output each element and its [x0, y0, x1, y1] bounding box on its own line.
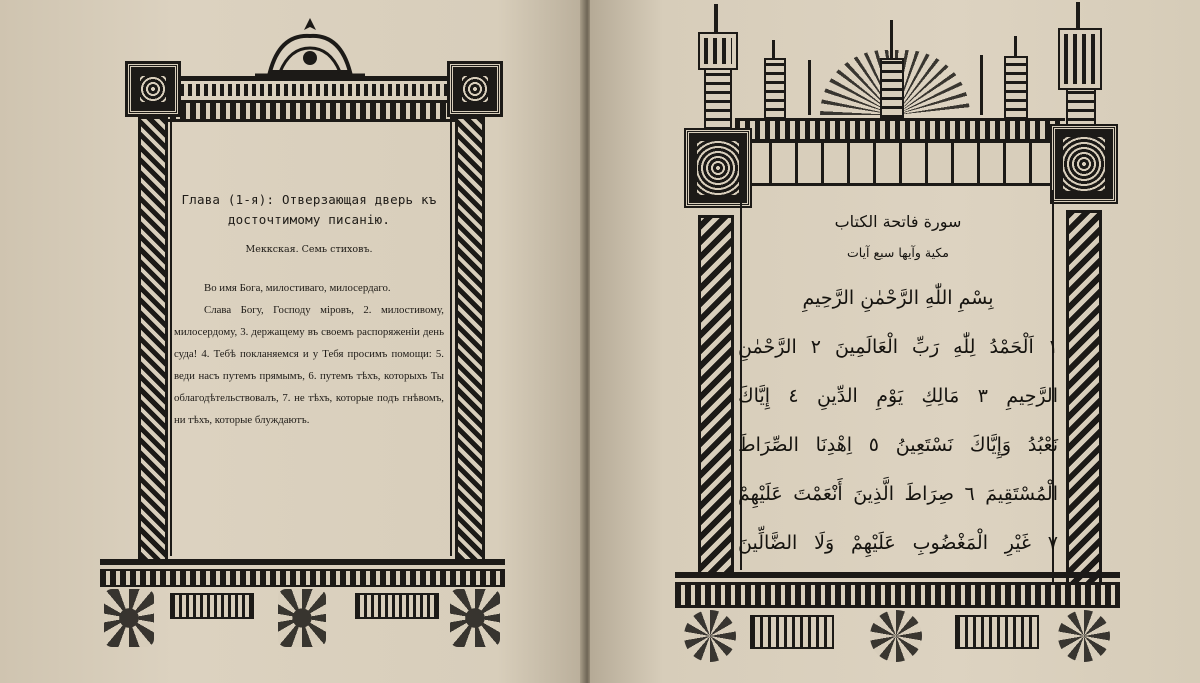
base-ornament-right: [450, 589, 500, 647]
frieze-panel: [740, 140, 1066, 186]
tower-left-spire: [714, 4, 718, 34]
base-ornament-center: [870, 610, 922, 662]
base-ornament-left: [684, 610, 736, 662]
left-pillar: [138, 116, 168, 562]
chapter-subheading: Меккская. Семь стиховъ.: [245, 244, 373, 255]
right-pillar: [455, 116, 485, 562]
crest-ornament: [250, 14, 370, 84]
column-left: [698, 215, 734, 576]
inner-rule-left: [170, 118, 172, 556]
ayah-line-1: ١ اَلْحَمْدُ لِلّٰهِ رَبِّ الْعَالَمِينَ ٢ الرَّحْمٰنِ: [738, 336, 1058, 358]
base-band-top: [100, 559, 505, 565]
tower-center-spire: [890, 20, 893, 60]
right-text-block: [738, 212, 1058, 568]
top-band-lower: [140, 100, 465, 122]
ayah-line-2: الرَّحِيمِ ٣ مَالِكِ يَوْمِ الدِّينِ ٤ إِيَّاكَ: [738, 385, 1058, 407]
base-band-pattern: [675, 582, 1120, 608]
tower-5-shaft: [1004, 56, 1028, 122]
tower-4-spire: [980, 55, 983, 115]
tower-2-shaft: [764, 58, 786, 122]
base-panel-left: [750, 615, 834, 649]
tower-left-shaft: [704, 68, 732, 132]
tower-right-spire: [1076, 2, 1080, 28]
corner-block-left: [128, 64, 178, 114]
ayah-line-4: الْمُسْتَقِيمَ ٦ صِرَاطَ الَّذِينَ أَنْعَمْتَ عَلَيْهِمْ: [738, 483, 1059, 505]
chapter-body: [174, 277, 444, 431]
surah-title: سورة فاتحة الكتاب: [834, 212, 962, 231]
base-band-pattern: [100, 569, 505, 587]
tower-center-shaft: [880, 58, 904, 120]
surah-subtitle: مكية وآيها سبع آيات: [847, 245, 949, 260]
left-text-block: [174, 190, 444, 431]
top-fringe: [140, 84, 465, 96]
ayah-line-3: نَعْبُدُ وَإِيَّاكَ نَسْتَعِينُ ٥ اِهْدِنَا الصِّرَاطَ: [738, 434, 1058, 456]
frieze-top-band: [735, 118, 1065, 142]
paragraph-basmala: Во имя Бога, милостиваго, милосердаго.: [204, 282, 391, 294]
tower-2-spire: [772, 40, 775, 60]
chapter-title: [174, 190, 444, 230]
basmala-line: بِسْمِ اللّٰهِ الرَّحْمٰنِ الرَّحِيمِ: [802, 287, 994, 309]
corner-block-right: [450, 64, 500, 114]
base-ornament-left: [104, 589, 154, 647]
base-band-top: [675, 572, 1120, 578]
tower-right-top: [1058, 28, 1102, 90]
capital-right: [1052, 126, 1116, 202]
tower-5-spire: [1014, 36, 1017, 58]
ayah-line-5: ٧ غَيْرِ الْمَغْضُوبِ عَلَيْهِمْ وَلَا الضَّالِّينَ: [738, 532, 1058, 554]
top-band: [140, 76, 465, 81]
paragraph-verses: Слава Богу, Господу міровъ, 2. милостивому, милосердому, 3. держащему въ своемъ распоряженіи день суда! 4. Тебѣ покланяемся и у Тебя просимъ помощи: 5. веди насъ путемъ прямымъ, 6. путемъ тѣхъ, которыхъ Ты облагодѣтельствовалъ, 7. не тѣхъ, которые подъ гнѣвомъ, ни тѣхъ, которые блуждаютъ.: [174, 304, 444, 426]
frame-base: [100, 559, 505, 651]
base-panel-right: [955, 615, 1039, 649]
tower-left-top: [698, 32, 738, 70]
base-panel-left: [170, 593, 254, 619]
base-ornament-right: [1058, 610, 1110, 662]
inner-rule-right: [450, 118, 452, 556]
tower-3-spire: [808, 60, 811, 115]
base-ornament-center: [278, 589, 326, 647]
base-panel-right: [355, 593, 439, 619]
chapter-title-line-2: досточтимому писанію.: [227, 212, 391, 227]
column-right: [1066, 210, 1102, 596]
chapter-title-line-1: Глава (1-я): Отверзающая дверь къ: [181, 192, 437, 207]
